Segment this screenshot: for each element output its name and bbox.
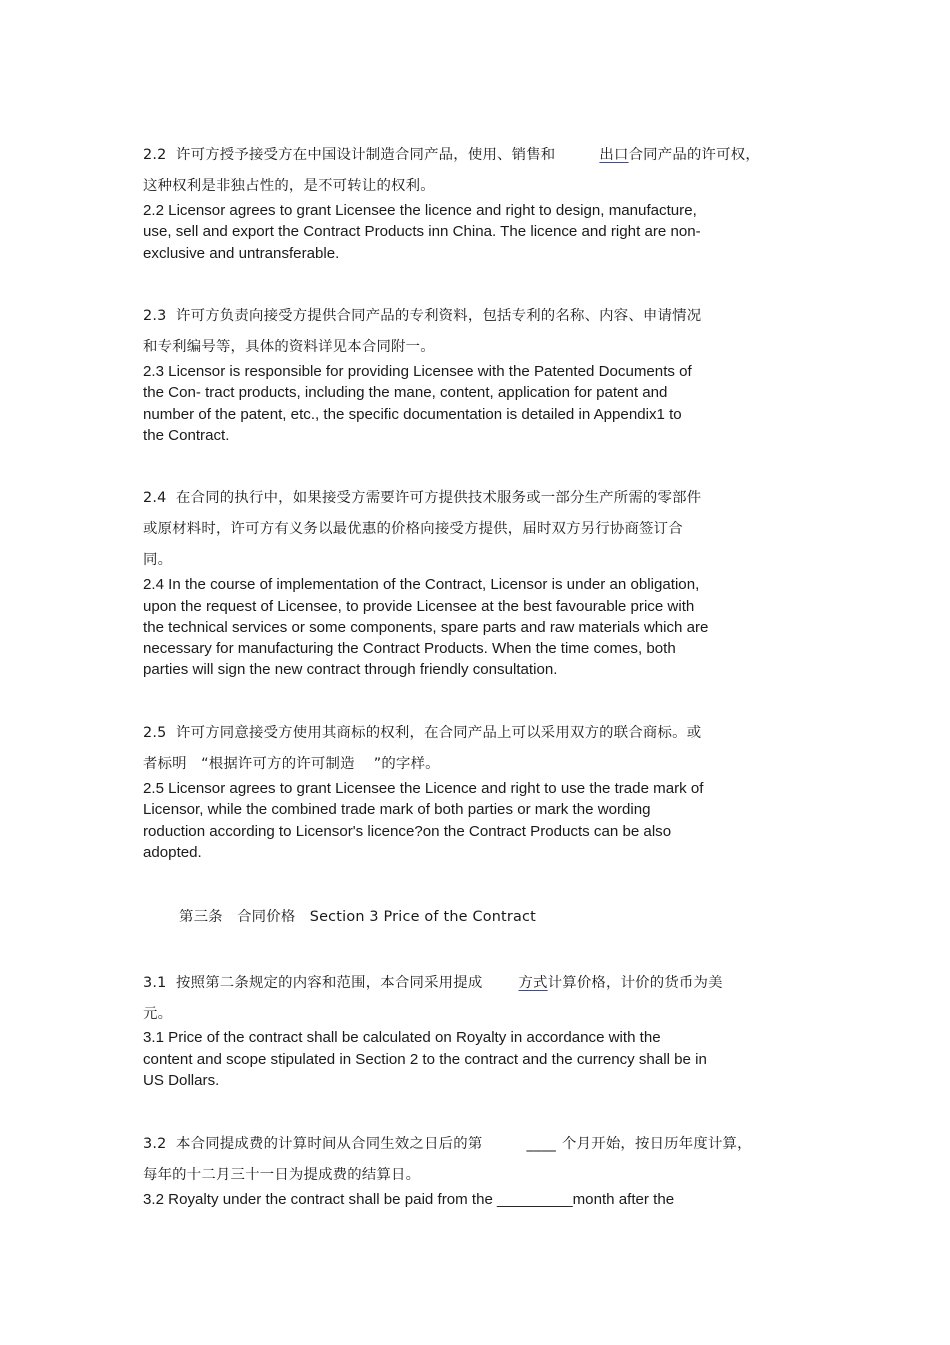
clause-3-1-en-line-1: 3.1 Price of the contract shall be calculated on Royalty in accordance with the	[143, 1029, 661, 1046]
clause-2-3-en-line-4: the Contract.	[143, 427, 230, 444]
clause-3-2-zh-line-2: 每年的十二月三十一日为提成费的结算日。	[143, 1167, 421, 1183]
clause-2-4-en-line-3: the technical services or some components, spare parts and raw materials which are	[143, 619, 709, 636]
clause-2-2-en-line-2: use, sell and export the Contract Products inn China. The licence and right are non-	[143, 223, 701, 240]
clause-2-4-en-line-5: parties will sign the new contract through friendly consultation.	[143, 661, 558, 678]
clause-2-5-en-line-4: adopted.	[143, 844, 202, 861]
underlined-term: 出口	[599, 147, 629, 163]
clause-2-3-en-line-1: 2.3 Licensor is responsible for providing Licensee with the Patented Documents of	[143, 363, 692, 380]
clause-2-4-zh-line-1: 2.4 在合同的执行中，如果接受方需要许可方提供技术服务或一部分生产所需的零部件	[143, 490, 702, 506]
clause-2-5-en-line-3: roduction according to Licensor's licence?on the Contract Products can be also	[143, 823, 672, 840]
clause-3-1-en-line-3: US Dollars.	[143, 1072, 220, 1089]
clause-2-3-en-line-2: the Con- tract products, including the mane, content, application for patent and	[143, 384, 668, 401]
clause-2-4-zh-line-3: 同。	[143, 552, 173, 568]
clause-2-4-zh-line-2: 或原材料时，许可方有义务以最优惠的价格向接受方提供，届时双方另行协商签订合	[143, 521, 683, 537]
clause-3-1-en-line-2: content and scope stipulated in Section 2 to the contract and the currency shall be in	[143, 1051, 707, 1068]
clause-2-2-en-line-1: 2.2 Licensor agrees to grant Licensee the licence and right to design, manufacture,	[143, 202, 697, 219]
clause-2-5-en-line-1: 2.5 Licensor agrees to grant Licensee the Licence and right to use the trade mark of	[143, 780, 704, 797]
clause-3-1-zh-line-1: 3.1 按照第二条规定的内容和范围，本合同采用提成 方式计算价格，计价的货币为美	[143, 975, 723, 991]
clause-2-5-zh-line-2: 者标明 “根据许可方的许可制造 ”的字样。	[143, 756, 440, 772]
clause-2-3-zh-line-2: 和专利编号等，具体的资料详见本合同附一。	[143, 339, 435, 355]
clause-2-2-zh-line-2: 这种权利是非独占性的，是不可转让的权利。	[143, 178, 435, 194]
clause-2-4-en-line-4: necessary for manufacturing the Contract Products. When the time comes, both	[143, 640, 676, 657]
underlined-term: 方式	[518, 975, 548, 991]
clause-2-2-zh-line-1: 2.2 许可方授予接受方在中国设计制造合同产品，使用、销售和 出口合同产品的许可权，	[143, 147, 760, 163]
clause-2-3-en-line-3: number of the patent, etc., the specific documentation is detailed in Appendix1 to	[143, 406, 682, 423]
clause-3-2-en-line-1: 3.2 Royalty under the contract shall be paid from the _________month after the	[143, 1191, 675, 1208]
clause-2-4-en-line-2: upon the request of Licensee, to provide Licensee at the best favourable price with	[143, 598, 695, 615]
clause-3-1-zh-line-2: 元。	[143, 1006, 173, 1022]
blank-field: ____	[526, 1136, 557, 1152]
clause-2-2-en-line-3: exclusive and untransferable.	[143, 245, 340, 262]
clause-2-5-zh-line-1: 2.5 许可方同意接受方使用其商标的权利，在合同产品上可以采用双方的联合商标。或	[143, 725, 702, 741]
section-3-heading: 第三条 合同价格 Section 3 Price of the Contract	[179, 909, 536, 925]
clause-3-2-zh-line-1: 3.2 本合同提成费的计算时间从合同生效之日后的第 ____ 个月开始，按日历年度计算，	[143, 1136, 752, 1152]
clause-2-5-en-line-2: Licensor, while the combined trade mark of both parties or mark the wording	[143, 801, 651, 818]
clause-2-4-en-line-1: 2.4 In the course of implementation of the Contract, Licensor is under an obligation,	[143, 576, 700, 593]
clause-2-3-zh-line-1: 2.3 许可方负责向接受方提供合同产品的专利资料，包括专利的名称、内容、申请情况	[143, 308, 702, 324]
